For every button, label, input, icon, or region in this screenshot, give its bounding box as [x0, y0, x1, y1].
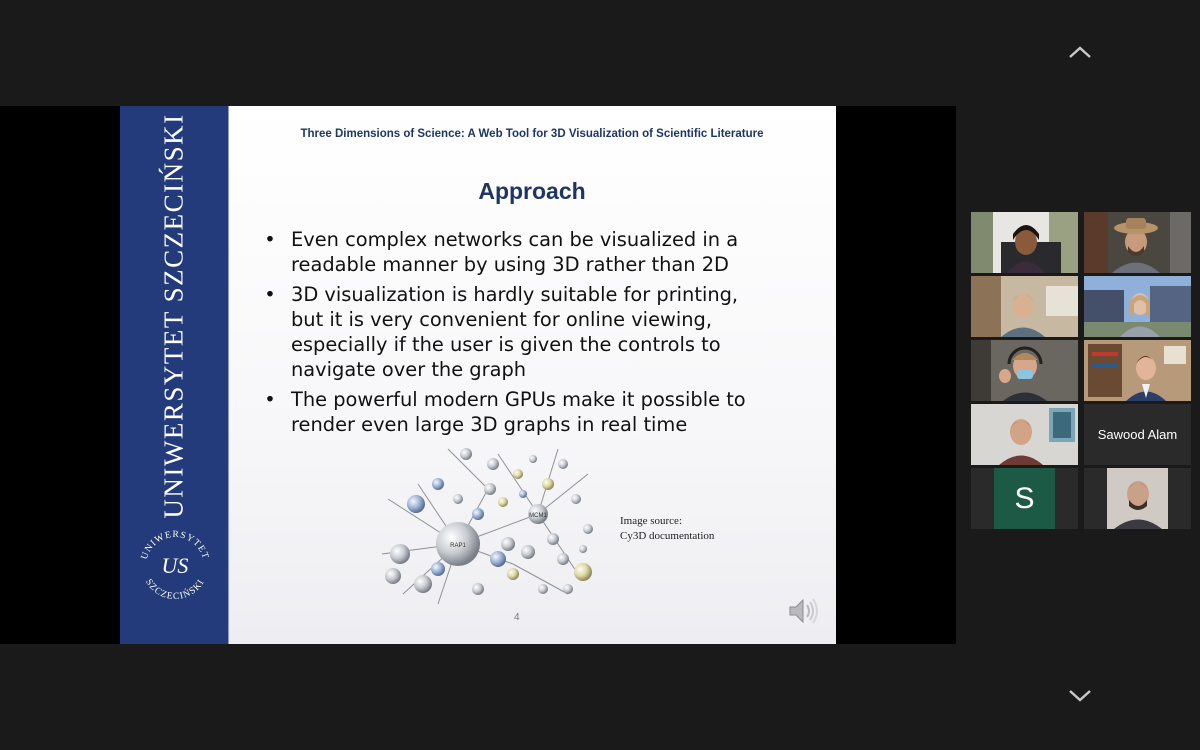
chevron-up-icon	[1067, 44, 1093, 60]
bullet-item: • The powerful modern GPUs make it possible to render even large 3D graphs in real time	[264, 388, 746, 436]
participant-video-tile[interactable]	[971, 404, 1078, 465]
university-name: UNIWERSYTET SZCZECIŃSKI	[158, 113, 189, 519]
logo-ring-bottom-text: SZCZECIŃSKI	[143, 577, 207, 603]
participant-video-tile[interactable]	[1084, 468, 1191, 529]
node-label: RAP1	[450, 543, 466, 549]
participant-video-tile[interactable]	[971, 212, 1078, 273]
svg-text:SZCZECIŃSKI	[143, 578, 207, 603]
logo-ring-top-text: UNIWERSYTET	[139, 529, 211, 561]
university-sidebar	[120, 106, 229, 644]
slide-header: Three Dimensions of Science: A Web Tool for 3D Visualization of Scientific Literature	[300, 128, 764, 140]
bullet-item: • Even complex networks can be visualized in a readable manner by using 3D rather than 2D	[264, 228, 739, 276]
participant-name-tile[interactable]	[1084, 404, 1191, 465]
participant-name: Sawood Alam	[1097, 427, 1178, 442]
screen-share-view	[0, 106, 956, 644]
logo-monogram: US	[161, 553, 189, 578]
node-label: MCM1	[529, 513, 547, 519]
bullet-text: 3D visualization is hardly suitable for printing, but it is very convenient for online viewing, especially if the user is given the controls to navigate over the graph	[291, 283, 739, 381]
bullet-list	[262, 227, 752, 442]
chevron-down-icon	[1067, 688, 1093, 704]
participant-video-tile[interactable]	[1084, 276, 1191, 337]
participant-gallery	[971, 212, 1191, 530]
participant-avatar-tile[interactable]	[971, 468, 1078, 529]
image-source-caption	[620, 514, 714, 544]
bullet-item: • 3D visualization is hardly suitable for printing, but it is very convenient for online viewing, especially if the user is given the controls to navigate over the graph	[264, 283, 739, 381]
slide-title: Approach	[478, 178, 586, 204]
participant-video-tile[interactable]	[971, 276, 1078, 337]
university-logo	[136, 526, 214, 604]
participant-video-tile[interactable]	[1084, 212, 1191, 273]
slide-page-number: 4	[514, 612, 520, 623]
avatar: S	[994, 468, 1055, 529]
scroll-down-button[interactable]	[1067, 688, 1093, 704]
participant-video-tile[interactable]	[971, 340, 1078, 401]
network-graph-image	[378, 444, 604, 606]
bullet-text: The powerful modern GPUs make it possible to render even large 3D graphs in real time	[291, 388, 746, 436]
presentation-slide	[120, 106, 836, 644]
scroll-up-button[interactable]	[1067, 44, 1093, 60]
participant-video-tile-active-speaker[interactable]	[1084, 340, 1191, 401]
image-source-line: Cy3D documentation	[620, 530, 715, 542]
image-source-line: Image source:	[620, 515, 682, 527]
speaker-icon[interactable]	[786, 594, 820, 628]
bullet-text: Even complex networks can be visualized in a readable manner by using 3D rather than 2D	[291, 228, 739, 276]
